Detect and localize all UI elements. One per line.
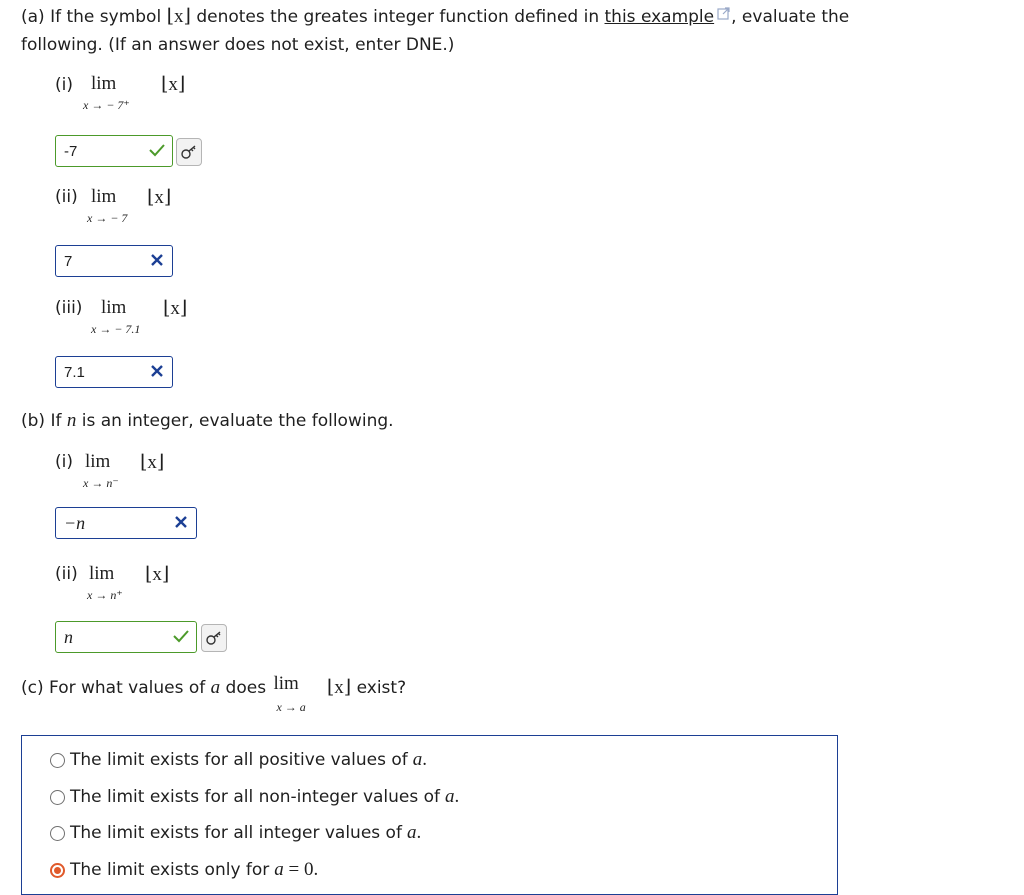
- item-b-ii-label: (ii): [55, 564, 78, 584]
- choice-tail: = 0.: [283, 859, 319, 880]
- item-b-i-label: (i): [55, 452, 73, 472]
- answer-value: n: [64, 626, 73, 647]
- limit-subscript: x → − 7.1: [91, 322, 141, 336]
- limit-subscript: x → − 7: [87, 211, 128, 225]
- lim-word: lim: [91, 73, 117, 94]
- floor-function: ⌊x⌋: [145, 564, 170, 585]
- radio-button[interactable]: [50, 753, 65, 768]
- choice-integer[interactable]: [50, 819, 421, 847]
- part-a-intro-text-1: (a) If the symbol: [21, 7, 162, 27]
- limit-subscript: x → − 7⁺: [83, 98, 130, 112]
- floor-function: ⌊x⌋: [163, 298, 188, 319]
- key-icon: [180, 144, 198, 160]
- variable-a: a: [412, 749, 423, 770]
- limit-subscript: x → n⁺: [87, 588, 123, 602]
- part-a-intro-line1: [21, 3, 849, 31]
- part-a-intro-text-3: , evaluate the: [731, 7, 850, 27]
- floor-function: ⌊x⌋: [140, 452, 165, 473]
- answer-input-a-ii[interactable]: [55, 245, 173, 277]
- item-a-i-label: (i): [55, 75, 73, 95]
- choice-text: The limit exists only for: [70, 860, 270, 880]
- variable-a: a: [406, 822, 417, 843]
- choice-tail: .: [454, 786, 460, 807]
- variable-n: n: [66, 410, 77, 431]
- answer-value: -7: [64, 142, 78, 160]
- part-c-text-2: does: [225, 678, 267, 698]
- key-button[interactable]: [176, 138, 202, 166]
- answer-value: 7.1: [64, 363, 85, 381]
- cross-icon: [172, 513, 190, 531]
- answer-value: −n: [64, 512, 86, 533]
- part-c-text-3: exist?: [356, 678, 407, 698]
- key-icon: [205, 630, 223, 646]
- choice-positive[interactable]: [50, 746, 427, 774]
- part-c-text-1: (c) For what values of: [21, 678, 206, 698]
- part-c-question: [21, 673, 407, 714]
- lim-word: lim: [85, 451, 111, 472]
- lim-word: lim: [273, 673, 299, 694]
- floor-function: ⌊x⌋: [326, 677, 352, 698]
- answer-input-a-i[interactable]: [55, 135, 173, 167]
- cross-icon: [148, 251, 166, 269]
- part-b-intro-text-1: (b) If: [21, 411, 62, 431]
- item-a-iii-label: (iii): [55, 298, 83, 318]
- floor-function: ⌊x⌋: [147, 187, 172, 208]
- answer-choices: [21, 735, 838, 895]
- answer-value: 7: [64, 252, 73, 270]
- this-example-link[interactable]: this example: [604, 7, 715, 27]
- choice-tail: .: [416, 822, 422, 843]
- check-icon: [172, 627, 190, 645]
- choice-text: The limit exists for all non-integer values of: [70, 787, 441, 807]
- choice-text: The limit exists for all integer values of: [70, 823, 402, 843]
- cross-icon: [148, 362, 166, 380]
- answer-input-b-i[interactable]: [55, 507, 197, 539]
- floor-function: ⌊x⌋: [161, 74, 186, 95]
- variable-a: a: [274, 859, 284, 880]
- answer-input-b-ii[interactable]: [55, 621, 197, 653]
- radio-button[interactable]: [50, 826, 65, 841]
- lim-word: lim: [89, 563, 115, 584]
- part-a-intro-text-2: denotes the greates integer function defined in: [196, 7, 600, 27]
- part-b-intro: [21, 407, 394, 435]
- choice-non-integer[interactable]: [50, 783, 459, 811]
- limit-subscript: x → n⁻: [83, 476, 119, 490]
- external-link-icon[interactable]: [717, 6, 731, 20]
- answer-input-a-iii[interactable]: [55, 356, 173, 388]
- variable-a: a: [445, 786, 455, 807]
- radio-button[interactable]: [50, 790, 65, 805]
- part-b-intro-text-2: is an integer, evaluate the following.: [81, 411, 394, 431]
- choice-only-zero[interactable]: [50, 856, 318, 884]
- variable-a: a: [210, 677, 221, 698]
- check-icon: [148, 141, 166, 159]
- floor-symbol: ⌊x⌋: [166, 6, 191, 27]
- lim-word: lim: [101, 297, 127, 318]
- limit-expression-c: [271, 673, 315, 714]
- lim-word: lim: [91, 186, 117, 207]
- choice-tail: .: [422, 749, 428, 770]
- item-a-ii-label: (ii): [55, 187, 78, 207]
- radio-button-selected[interactable]: [50, 863, 65, 878]
- key-button[interactable]: [201, 624, 227, 652]
- limit-subscript: x → a: [276, 700, 306, 714]
- choice-text: The limit exists for all positive values of: [70, 750, 408, 770]
- part-a-intro-line2: following. (If an answer does not exist, enter DNE.): [21, 35, 455, 55]
